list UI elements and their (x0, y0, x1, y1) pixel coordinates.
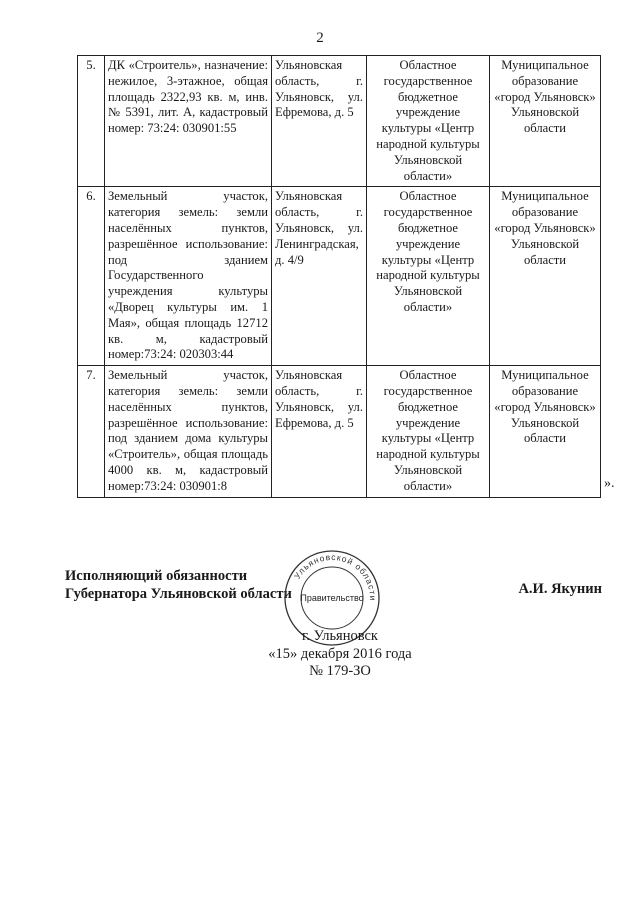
seal-ring-text: Ульяновской области (291, 551, 379, 602)
object-description: Земельный участок, категория земель: земли населённых пунктов, разрешённое использование: под зданием дома культуры «Строитель», общая площадь 4000 кв. м, кадастровый номер:73:24: 030901:8 (105, 366, 272, 497)
table-row (78, 56, 601, 187)
row-number: 6. (78, 187, 105, 366)
object-address: Ульяновская область, г. Ульяновск, ул. Ленинградская, д. 4/9 (272, 187, 367, 366)
row-number: 5. (78, 56, 105, 187)
signatory-title (65, 567, 292, 603)
page-number: 2 (316, 30, 324, 46)
place-and-date (0, 628, 640, 681)
new-owner: Муниципальное образование «город Ульяновск» Ульяновской области (490, 366, 601, 497)
date: «15» декабря 2016 года (268, 645, 412, 662)
new-owner: Муниципальное образование «город Ульяновск» Ульяновской области (490, 56, 601, 187)
object-description: ДК «Строитель», назначение: нежилое, 3-этажное, общая площадь 2322,93 кв. м, инв. № 5391, лит. А, кадастровый номер: 73:24: 030901:55 (105, 56, 272, 187)
seal-center-text: Правительство (300, 593, 364, 603)
signatory-title-line2: Губернатора Ульяновской области (65, 586, 292, 602)
row-number: 7. (78, 366, 105, 497)
institution-name: Областное государственное бюджетное учреждение культуры «Центр народной культуры Ульяновской области» (367, 366, 490, 497)
object-address: Ульяновская область, г. Ульяновск, ул. Ефремова, д. 5 (272, 366, 367, 497)
object-address: Ульяновская область, г. Ульяновск, ул. Ефремова, д. 5 (272, 56, 367, 187)
property-table (77, 55, 601, 498)
signatory-title-line1: Исполняющий обязанности (65, 568, 248, 584)
new-owner: Муниципальное образование «город Ульяновск» Ульяновской области (490, 187, 601, 366)
institution-name: Областное государственное бюджетное учреждение культуры «Центр народной культуры Ульяновской области» (367, 56, 490, 187)
table-row (78, 366, 601, 497)
city: г. Ульяновск (302, 628, 378, 644)
object-description: Земельный участок, категория земель: земли населённых пунктов, разрешённое использование: под зданием Государственного учреждения культуры «Дворец культуры им. 1 Мая», общая площадь 12712 кв. м, кадастровый номер:73:24: 020303:44 (105, 187, 272, 366)
law-number: № 179-ЗО (309, 663, 371, 679)
table-row (78, 187, 601, 366)
closing-quote: ». (604, 476, 615, 491)
signatory-name: А.И. Якунин (518, 581, 602, 597)
institution-name: Областное государственное бюджетное учреждение культуры «Центр народной культуры Ульяновской области» (367, 187, 490, 366)
